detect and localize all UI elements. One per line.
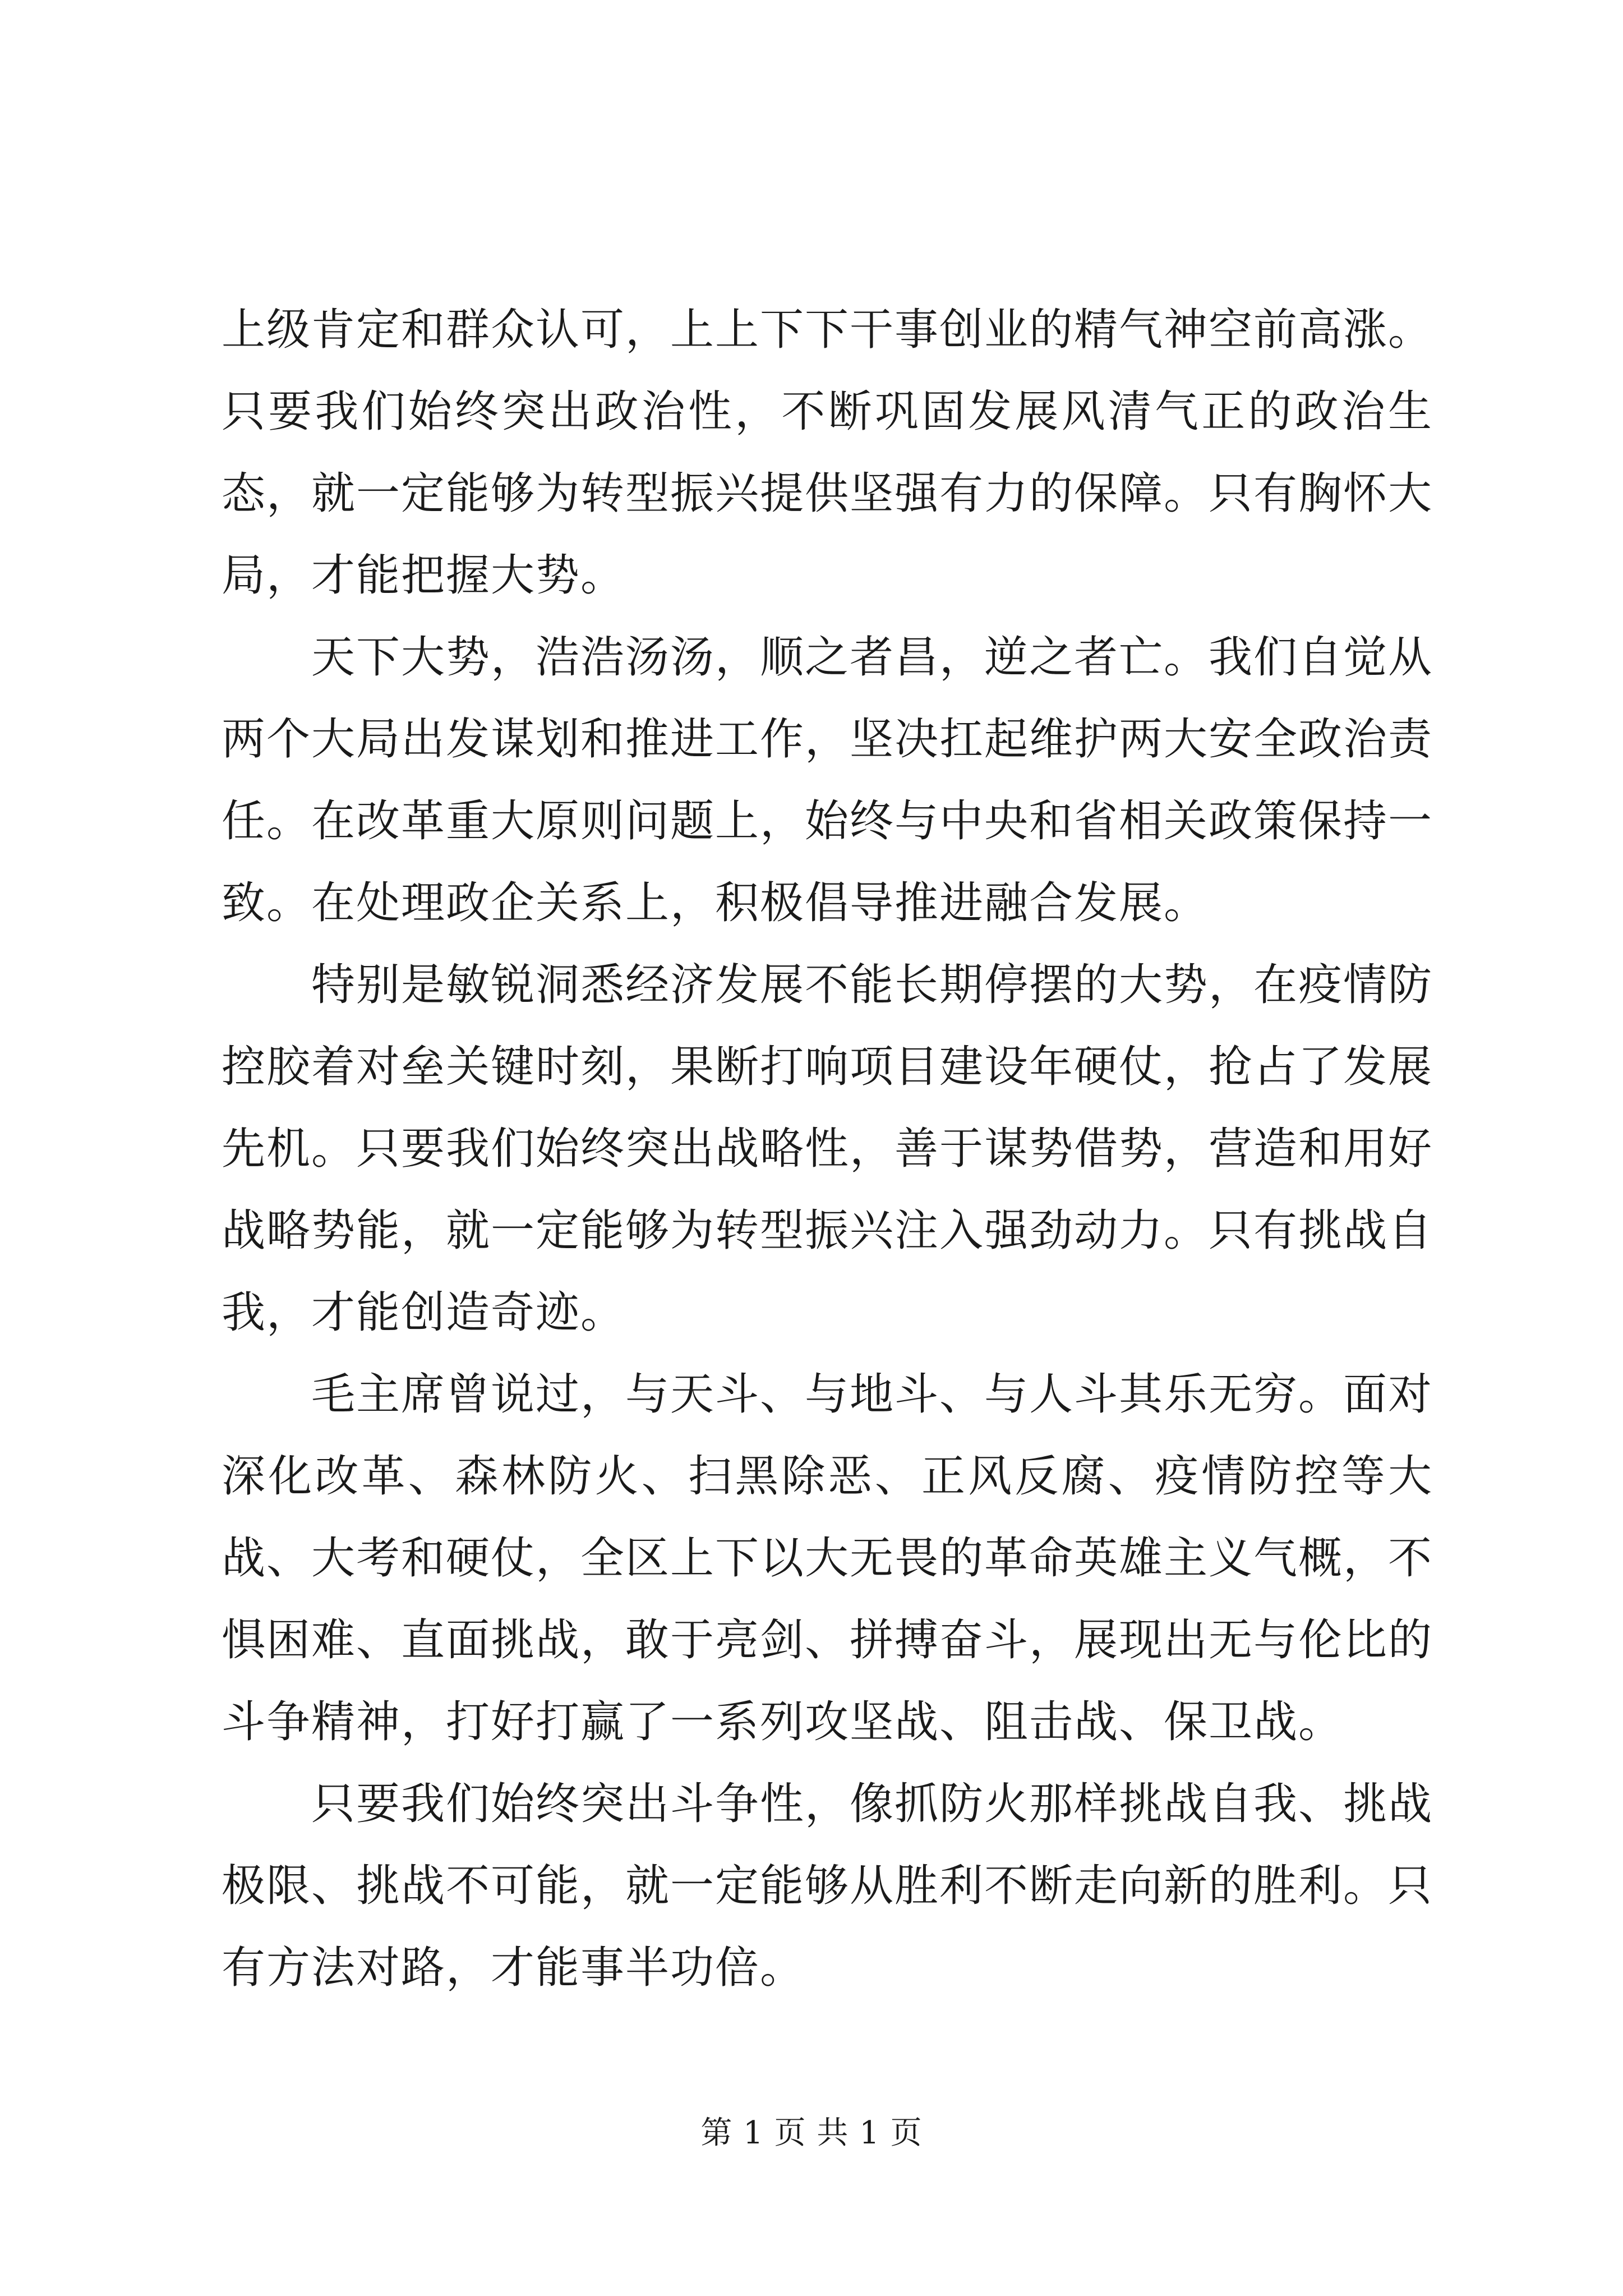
paragraph-4: 毛主席曾说过，与天斗、与地斗、与人斗其乐无穷。面对深化改革、森林防火、扫黑除恶、正风反腐、疫情防控等大战、大考和硬仗，全区上下以大无畏的革命英雄主义气概，不惧困难、直面挑战，敢于亮剑、拼搏奋斗，展现出无与伦比的斗争精神，打好打赢了一系列攻坚战、阻击战、保卫战。 <box>222 1369 1433 1747</box>
paragraph-2: 天下大势，浩浩汤汤，顺之者昌，逆之者亡。我们自觉从两个大局出发谋划和推进工作，坚决扛起维护两大安全政治责任。在改革重大原则问题上，始终与中央和省相关政策保持一致。在处理政企关系上，积极倡导推进融合发展。 <box>222 632 1433 928</box>
body-text <box>222 289 1433 2009</box>
paragraph-3: 特别是敏锐洞悉经济发展不能长期停摆的大势，在疫情防控胶着对垒关键时刻，果断打响项目建设年硬仗，抢占了发展先机。只要我们始终突出战略性，善于谋势借势，营造和用好战略势能，就一定能够为转型振兴注入强劲动力。只有挑战自我，才能创造奇迹。 <box>222 960 1433 1338</box>
page-footer: 第 1 页 共 1 页 <box>700 2115 923 2151</box>
paragraph-1: 上级肯定和群众认可，上上下下干事创业的精气神空前高涨。只要我们始终突出政治性，不断巩固发展风清气正的政治生态，就一定能够为转型振兴提供坚强有力的保障。只有胸怀大局，才能把握大势。 <box>222 305 1433 601</box>
paragraph-5: 只要我们始终突出斗争性，像抓防火那样挑战自我、挑战极限、挑战不可能，就一定能够从胜利不断走向新的胜利。只有方法对路，才能事半功倍。 <box>222 1779 1433 1993</box>
